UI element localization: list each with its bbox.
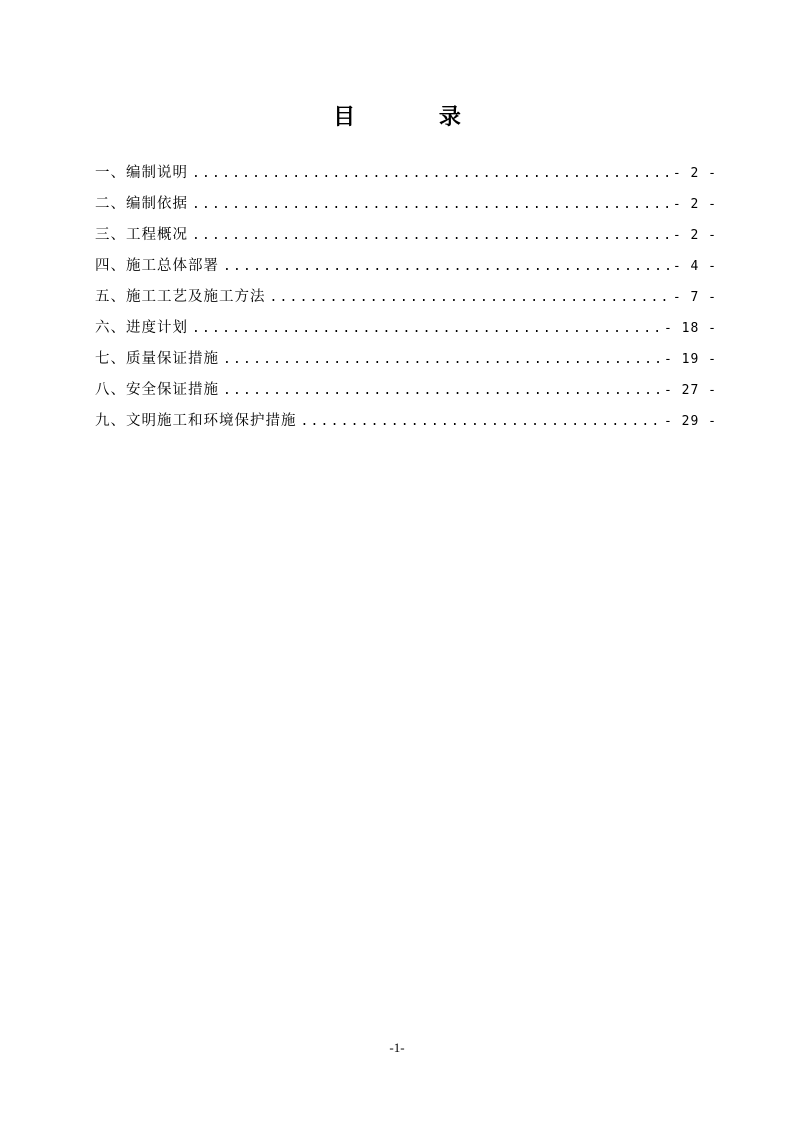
toc-entry[interactable] bbox=[95, 161, 717, 192]
toc-entry-label: 六、进度计划 bbox=[95, 320, 188, 336]
toc-entry-page: - 4 - bbox=[672, 259, 717, 274]
toc-dot-leader bbox=[192, 193, 671, 217]
toc-entry-page: - 2 - bbox=[672, 166, 717, 181]
toc-entry-page: - 29 - bbox=[664, 414, 717, 429]
toc-dot-leader bbox=[223, 255, 671, 279]
toc-entry[interactable] bbox=[95, 254, 717, 285]
toc-entry-page: - 19 - bbox=[664, 352, 717, 367]
toc-entry-label: 二、编制依据 bbox=[95, 196, 188, 212]
toc-dot-leader bbox=[192, 224, 671, 248]
toc-entry-label: 五、施工工艺及施工方法 bbox=[95, 289, 266, 305]
toc-dot-leader bbox=[192, 162, 671, 186]
toc-dot-leader bbox=[223, 348, 662, 372]
table-of-contents bbox=[95, 161, 717, 440]
toc-entry-page: - 7 - bbox=[672, 290, 717, 305]
toc-entry-label: 三、工程概况 bbox=[95, 227, 188, 243]
toc-entry-page: - 18 - bbox=[664, 321, 717, 336]
toc-dot-leader bbox=[192, 317, 662, 341]
toc-entry-label: 八、安全保证措施 bbox=[95, 382, 219, 398]
page-title: 目 录 bbox=[333, 104, 499, 130]
toc-entry[interactable] bbox=[95, 316, 717, 347]
toc-entry[interactable] bbox=[95, 347, 717, 378]
toc-dot-leader bbox=[270, 286, 671, 310]
toc-entry-label: 四、施工总体部署 bbox=[95, 258, 219, 274]
toc-entry[interactable] bbox=[95, 192, 717, 223]
page-number: -1- bbox=[389, 1040, 405, 1055]
toc-entry[interactable] bbox=[95, 409, 717, 440]
toc-dot-leader bbox=[301, 410, 663, 434]
toc-entry-page: - 27 - bbox=[664, 383, 717, 398]
toc-entry[interactable] bbox=[95, 378, 717, 409]
toc-entry-label: 一、编制说明 bbox=[95, 165, 188, 181]
toc-dot-leader bbox=[223, 379, 662, 403]
toc-entry-page: - 2 - bbox=[672, 228, 717, 243]
toc-entry[interactable] bbox=[95, 223, 717, 254]
toc-entry-page: - 2 - bbox=[672, 197, 717, 212]
toc-entry-label: 九、文明施工和环境保护措施 bbox=[95, 413, 297, 429]
toc-entry[interactable] bbox=[95, 285, 717, 316]
toc-entry-label: 七、质量保证措施 bbox=[95, 351, 219, 367]
